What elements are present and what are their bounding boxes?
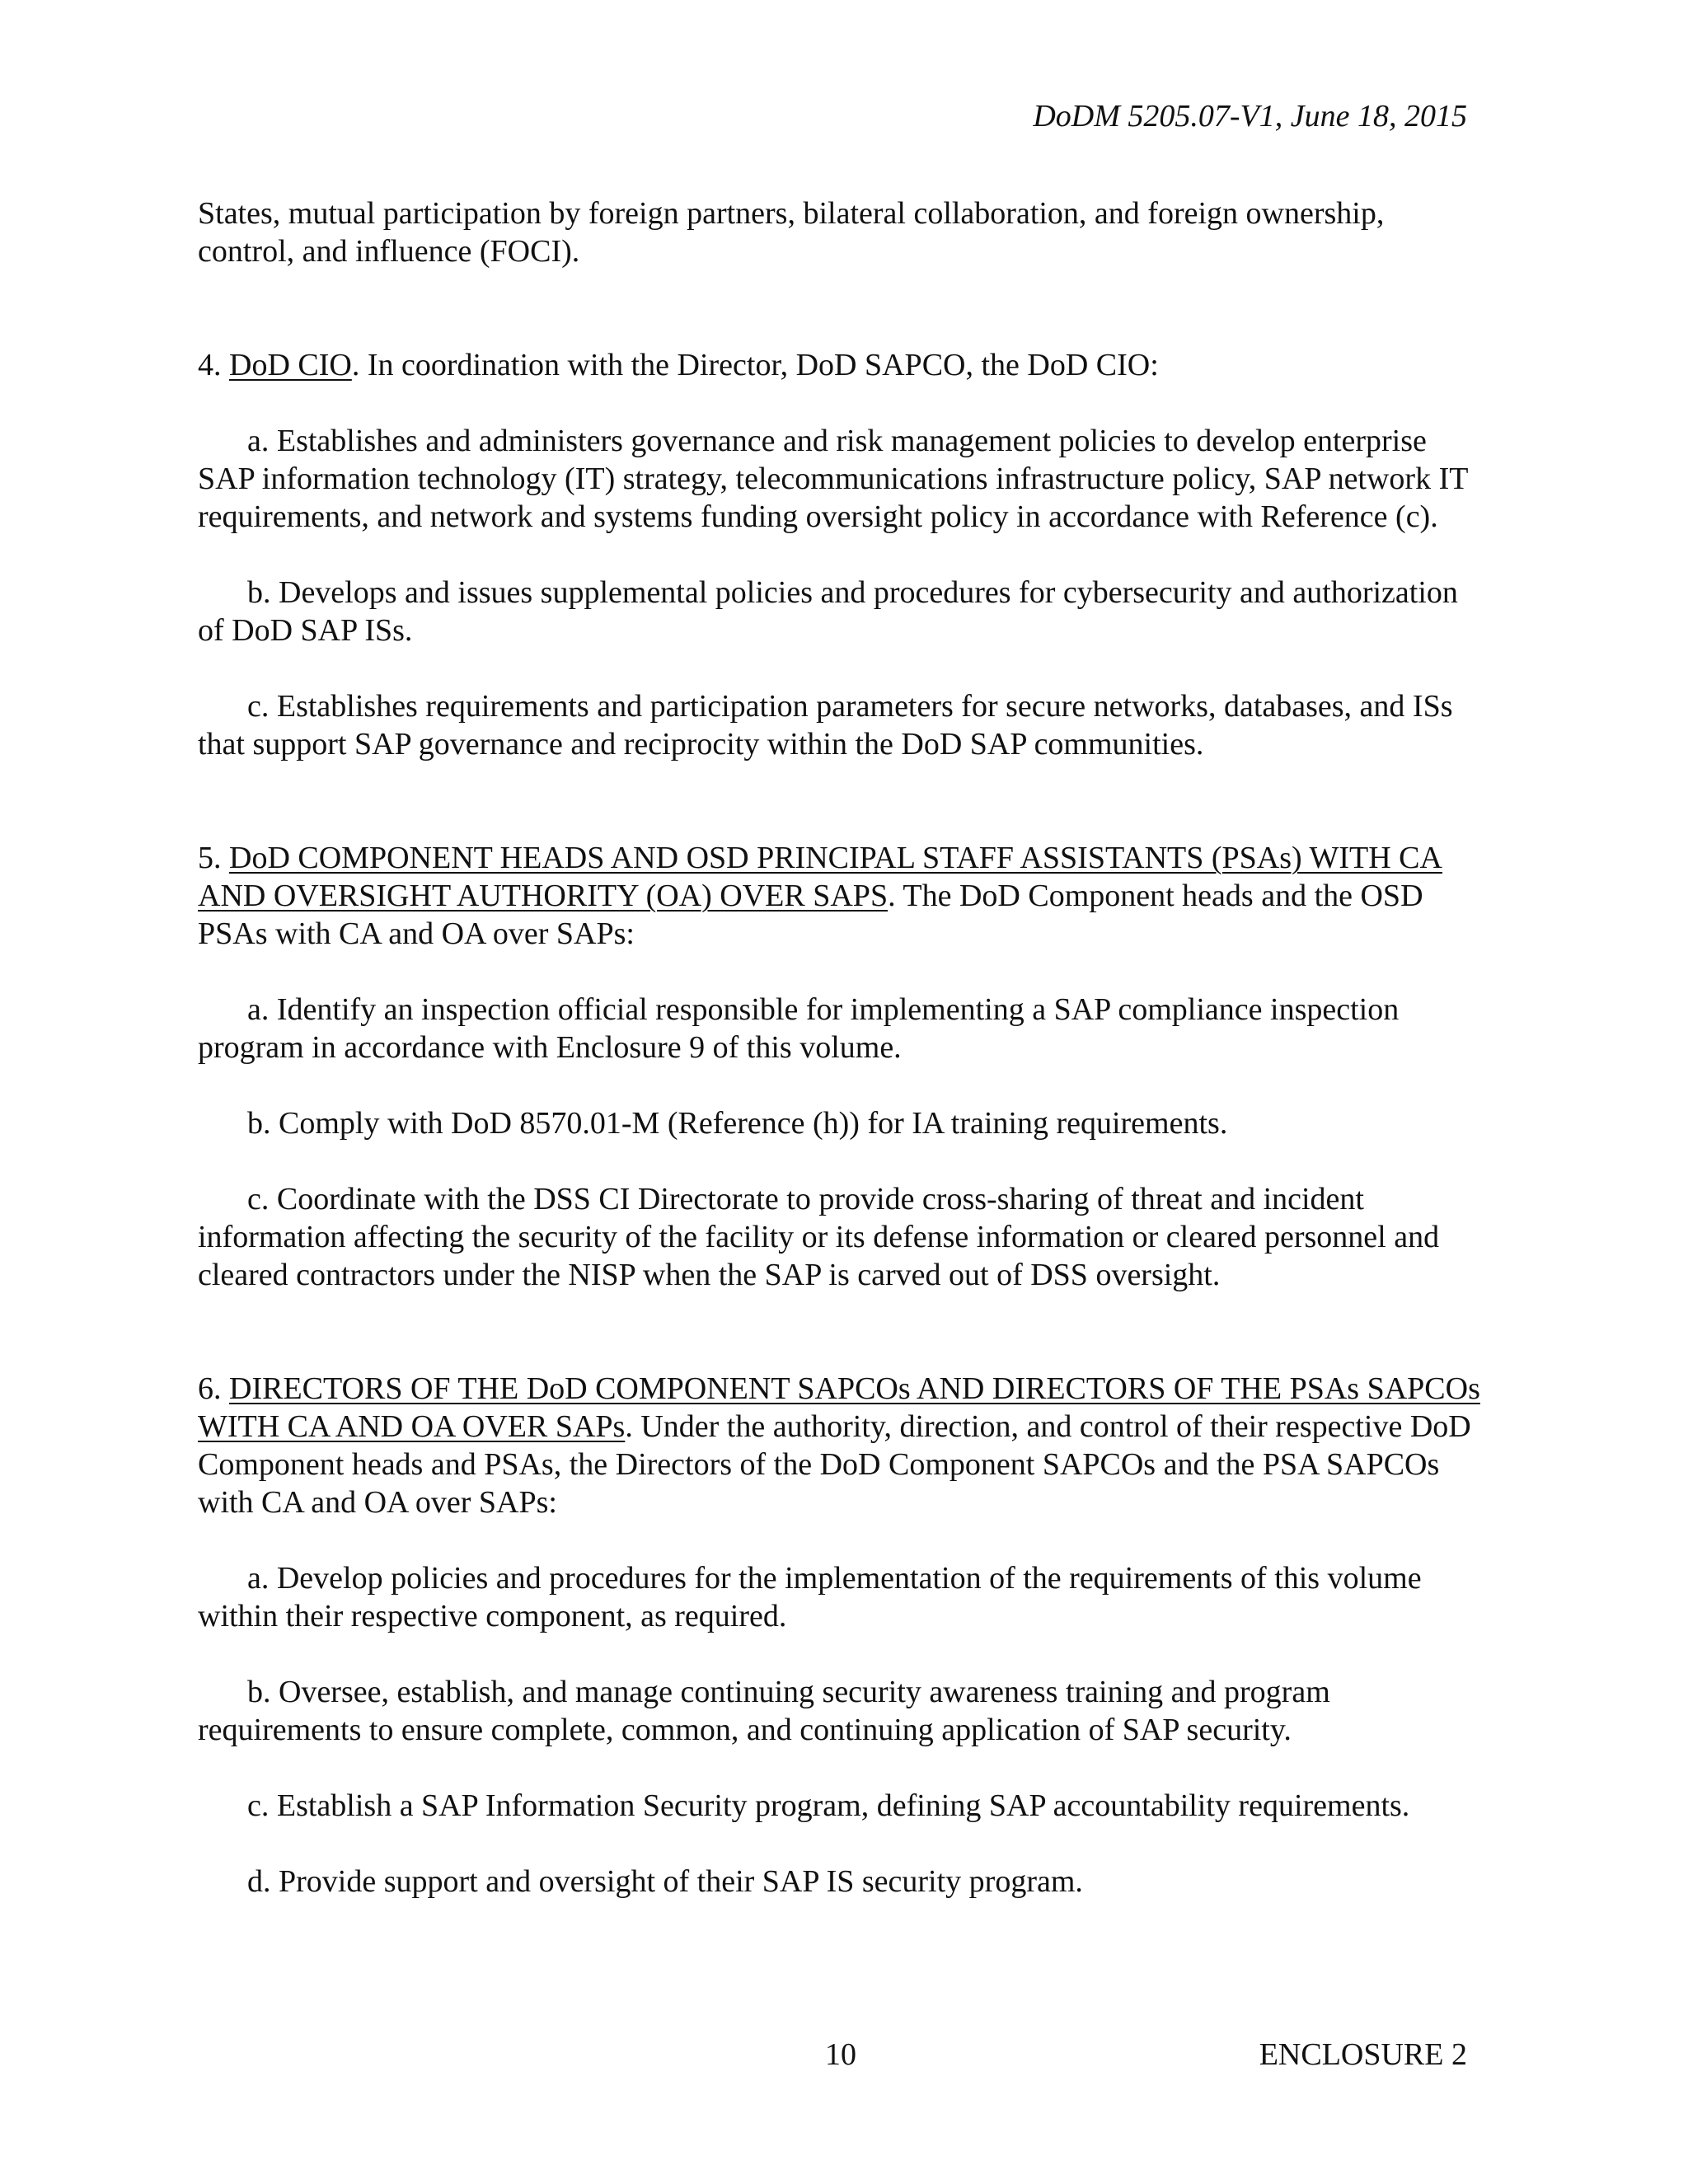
section-6-title: DIRECTORS OF THE DoD COMPONENT SAPCOs AND DIRECTORS OF THE PSAs SAPCOs WITH CA AND OA OVER SAPs: [198, 1371, 1480, 1444]
section-4-intro: . In coordination with the Director, DoD SAPCO, the DoD CIO:: [351, 348, 1159, 382]
section-4-title: DoD CIO: [229, 348, 352, 382]
section-6d: d. Provide support and oversight of their SAP IS security program.: [247, 1864, 1083, 1899]
section-5c: c. Coordinate with the DSS CI Directorate to provide cross-sharing of threat and incident information affecting the security of the facility or its defense information or cleared personnel and cleared contractors under the NISP when the SAP is carved out of DSS oversight.: [198, 1182, 1440, 1292]
section-5-intro: . The DoD Component heads and the OSD PSAs with CA and OA over SAPs:: [198, 879, 1423, 951]
section-6-intro: . Under the authority, direction, and control of their respective DoD Component heads and PSAs, the Directors of the DoD Component SAPCOs and the PSA SAPCOs with CA and OA over SAPs:: [198, 1409, 1471, 1520]
running-header: DoDM 5205.07-V1, June 18, 2015: [1033, 99, 1467, 134]
document-body: [198, 194, 1484, 1938]
section-6c: c. Establish a SAP Information Security program, defining SAP accountability requirements.: [247, 1788, 1410, 1823]
section-6a: a. Develop policies and procedures for the implementation of the requirements of this volume within their respective component, as required.: [198, 1561, 1422, 1633]
section-5-title: DoD COMPONENT HEADS AND OSD PRINCIPAL STAFF ASSISTANTS (PSAs) WITH CA AND OVERSIGHT AUTHORITY (OA) OVER SAPS: [198, 841, 1442, 913]
section-4a: a. Establishes and administers governance and risk management policies to develop enterprise SAP information technology (IT) strategy, telecommunications infrastructure policy, SAP network IT requirements, and network and systems funding oversight policy in accordance with Reference (c).: [198, 424, 1468, 534]
section-6-heading: [198, 1370, 1484, 1521]
enclosure-label: ENCLOSURE 2: [1259, 2037, 1467, 2072]
section-5-number: 5.: [198, 841, 229, 875]
section-5-heading: [198, 839, 1484, 953]
section-4-number: 4.: [198, 348, 229, 382]
section-5a: a. Identify an inspection official responsible for implementing a SAP compliance inspection program in accordance with Enclosure 9 of this volume.: [198, 992, 1400, 1065]
continuation-paragraph: States, mutual participation by foreign partners, bilateral collaboration, and foreign ownership, control, and influence (FOCI).: [198, 196, 1385, 269]
section-4-heading: [198, 346, 1484, 384]
section-4b: b. Develops and issues supplemental policies and procedures for cybersecurity and authorization of DoD SAP ISs.: [198, 575, 1458, 648]
section-6-number: 6.: [198, 1371, 229, 1406]
section-6b: b. Oversee, establish, and manage continuing security awareness training and program requirements to ensure complete, common, and continuing application of SAP security.: [198, 1675, 1330, 1747]
section-5b: b. Comply with DoD 8570.01-M (Reference (h)) for IA training requirements.: [247, 1106, 1228, 1141]
section-4c: c. Establishes requirements and participation parameters for secure networks, databases, and ISs that support SAP governance and reciprocity within the DoD SAP communities.: [198, 689, 1453, 762]
page-number: 10: [825, 2037, 856, 2072]
